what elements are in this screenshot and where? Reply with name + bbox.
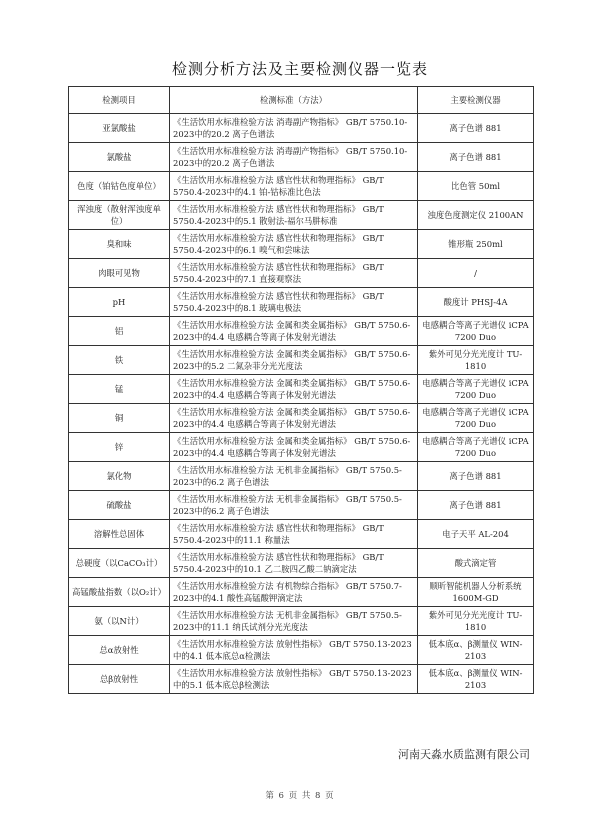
test-item-cell: 氯酸盐 [69,143,170,172]
table-row [69,143,534,172]
standard-method-cell: 《生活饮用水标准检验方法 感官性状和物理指标》 GB/T 5750.4-2023中的5.1 散射法-福尔马肼标准 [170,201,418,230]
test-item-cell: 臭和味 [69,230,170,259]
standard-method-cell: 《生活饮用水标准检验方法 金属和类金属指标》 GB/T 5750.6-2023中的4.4 电感耦合等离子体发射光谱法 [170,375,418,404]
methods-table [68,86,534,694]
test-item-cell: 总α放射性 [69,636,170,665]
table-row [69,230,534,259]
test-item-cell: 锌 [69,433,170,462]
test-item-cell: 总硬度（以CaCO₃计） [69,549,170,578]
table-row [69,462,534,491]
table-row [69,665,534,694]
instrument-cell: 离子色谱 881 [418,462,534,491]
test-item-cell: 总β放射性 [69,665,170,694]
table-row [69,636,534,665]
test-item-cell: 硫酸盐 [69,491,170,520]
standard-method-cell: 《生活饮用水标准检验方法 感官性状和物理指标》 GB/T 5750.4-2023中的6.1 嗅气和尝味法 [170,230,418,259]
table-row [69,375,534,404]
standard-method-cell: 《生活饮用水标准检验方法 感官性状和物理指标》 GB/T 5750.4-2023中的8.1 玻璃电极法 [170,288,418,317]
standard-method-cell: 《生活饮用水标准检验方法 感官性状和物理指标》 GB/T 5750.4-2023中的4.1 铂-钴标准比色法 [170,172,418,201]
table-header-row [69,87,534,114]
header-standard: 检测标准（方法） [170,87,418,114]
table-row [69,317,534,346]
standard-method-cell: 《生活饮用水标准检验方法 放射性指标》 GB/T 5750.13-2023中的5.1 低本底总β检测法 [170,665,418,694]
instrument-cell: 酸式滴定管 [418,549,534,578]
instrument-cell: 离子色谱 881 [418,143,534,172]
standard-method-cell: 《生活饮用水标准检验方法 有机物综合指标》 GB/T 5750.7-2023中的4.1 酸性高锰酸钾滴定法 [170,578,418,607]
test-item-cell: pH [69,288,170,317]
test-item-cell: 溶解性总固体 [69,520,170,549]
standard-method-cell: 《生活饮用水标准检验方法 消毒副产物指标》 GB/T 5750.10-2023中的20.2 离子色谱法 [170,114,418,143]
table-row [69,520,534,549]
instrument-cell: 低本底α、β测量仪 WIN-2103 [418,665,534,694]
instrument-cell: 离子色谱 881 [418,491,534,520]
test-item-cell: 肉眼可见物 [69,259,170,288]
table-row [69,433,534,462]
instrument-cell: / [418,259,534,288]
test-item-cell: 浑浊度（散射浑浊度单位） [69,201,170,230]
table-row [69,114,534,143]
standard-method-cell: 《生活饮用水标准检验方法 金属和类金属指标》 GB/T 5750.6-2023中的4.4 电感耦合等离子体发射光谱法 [170,404,418,433]
standard-method-cell: 《生活饮用水标准检验方法 金属和类金属指标》 GB/T 5750.6-2023中的4.4 电感耦合等离子体发射光谱法 [170,433,418,462]
table-body [69,114,534,694]
test-item-cell: 氯化物 [69,462,170,491]
test-item-cell: 高锰酸盐指数（以O₂计） [69,578,170,607]
instrument-cell: 离子色谱 881 [418,114,534,143]
table-row [69,578,534,607]
instrument-cell: 紫外可见分光光度计 TU-1810 [418,607,534,636]
table-row [69,607,534,636]
instrument-cell: 电感耦合等离子光谱仪 iCPA 7200 Duo [418,375,534,404]
table-row [69,172,534,201]
table-row [69,491,534,520]
standard-method-cell: 《生活饮用水标准检验方法 消毒副产物指标》 GB/T 5750.10-2023中的20.2 离子色谱法 [170,143,418,172]
instrument-cell: 电子天平 AL-204 [418,520,534,549]
table-row [69,404,534,433]
standard-method-cell: 《生活饮用水标准检验方法 金属和类金属指标》 GB/T 5750.6-2023中的4.4 电感耦合等离子体发射光谱法 [170,317,418,346]
test-item-cell: 色度（铂钴色度单位） [69,172,170,201]
instrument-cell: 锥形瓶 250ml [418,230,534,259]
standard-method-cell: 《生活饮用水标准检验方法 金属和类金属指标》 GB/T 5750.6-2023中的5.2 二氮杂菲分光光度法 [170,346,418,375]
table-row [69,288,534,317]
company-name: 河南天淼水质监测有限公司 [398,748,530,761]
instrument-cell: 电感耦合等离子光谱仪 iCPA 7200 Duo [418,433,534,462]
table-row [69,346,534,375]
standard-method-cell: 《生活饮用水标准检验方法 放射性指标》 GB/T 5750.13-2023中的4.1 低本底总α检测法 [170,636,418,665]
header-item: 检测项目 [69,87,170,114]
instrument-cell: 紫外可见分光光度计 TU-1810 [418,346,534,375]
page-number: 第 6 页 共 8 页 [265,791,335,801]
instrument-cell: 顺昕智能机器人分析系统 1600M-GD [418,578,534,607]
instrument-cell: 浊度色度测定仪 2100AN [418,201,534,230]
table-row [69,201,534,230]
test-item-cell: 锰 [69,375,170,404]
header-instrument: 主要检测仪器 [418,87,534,114]
standard-method-cell: 《生活饮用水标准检验方法 感官性状和物理指标》 GB/T 5750.4-2023中的11.1 称量法 [170,520,418,549]
instrument-cell: 酸度计 PHSJ-4A [418,288,534,317]
instrument-cell: 电感耦合等离子光谱仪 iCPA 7200 Duo [418,317,534,346]
standard-method-cell: 《生活饮用水标准检验方法 无机非金属指标》 GB/T 5750.5-2023中的6.2 离子色谱法 [170,462,418,491]
test-item-cell: 铜 [69,404,170,433]
page-title: 检测分析方法及主要检测仪器一览表 [171,60,428,78]
test-item-cell: 铁 [69,346,170,375]
test-item-cell: 氨（以N计） [69,607,170,636]
standard-method-cell: 《生活饮用水标准检验方法 无机非金属指标》 GB/T 5750.5-2023中的6.2 离子色谱法 [170,491,418,520]
standard-method-cell: 《生活饮用水标准检验方法 感官性状和物理指标》 GB/T 5750.4-2023中的10.1 乙二胺四乙酸二钠滴定法 [170,549,418,578]
test-item-cell: 亚氯酸盐 [69,114,170,143]
instrument-cell: 比色管 50ml [418,172,534,201]
instrument-cell: 低本底α、β测量仪 WIN-2103 [418,636,534,665]
test-item-cell: 铝 [69,317,170,346]
table-row [69,259,534,288]
standard-method-cell: 《生活饮用水标准检验方法 感官性状和物理指标》 GB/T 5750.4-2023中的7.1 直接观察法 [170,259,418,288]
instrument-cell: 电感耦合等离子光谱仪 iCPA 7200 Duo [418,404,534,433]
standard-method-cell: 《生活饮用水标准检验方法 无机非金属指标》 GB/T 5750.5-2023中的11.1 纳氏试剂分光光度法 [170,607,418,636]
table-row [69,549,534,578]
